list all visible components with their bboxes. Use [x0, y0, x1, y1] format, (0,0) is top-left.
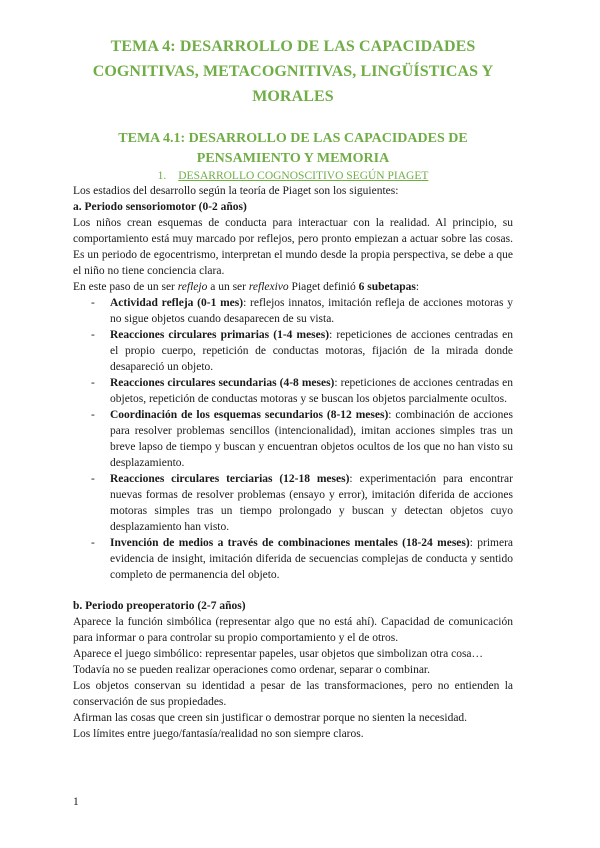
page-number: 1 [73, 796, 79, 808]
substage-text: : repeticiones de acciones centradas en objetos, repetición de conductas motoras y se buscan los objetos parcialmente ocultos. [110, 377, 513, 405]
substage-term: Actividad refleja (0-1 mes) [110, 297, 244, 309]
dash-bullet: - [91, 329, 95, 341]
period-a-heading: a. Periodo sensoriomotor (0-2 años) [73, 201, 247, 213]
period-b-line: Todavía no se pueden realizar operaciones como ordenar, separar o combinar. [73, 664, 430, 676]
substage-text: : experimentación para encontrar nuevas formas de resolver problemas (ensayo y error), imitación diferida de acciones motoras simples tras un tiempo prolongado y buscan y detectan objetos cuyo desplazamiento han visto. [110, 473, 513, 533]
substages-count: 6 subetapas [358, 281, 416, 293]
list-item [73, 535, 513, 583]
period-b-line: Los objetos conservan su identidad a pesar de las transformaciones, pero no entienden la conservación de sus propiedades. [73, 680, 513, 708]
dash-bullet: - [91, 473, 95, 485]
period-b-line: Los límites entre juego/fantasía/realidad no son siempre claros. [73, 728, 364, 740]
spacer [73, 583, 513, 598]
list-item [73, 327, 513, 375]
main-title: TEMA 4: DESARROLLO DE LAS CAPACIDADES COGNITIVAS, METACOGNITIVAS, LINGÜÍSTICAS Y MORALES [92, 38, 494, 105]
substages-em-reflexivo: reflexivo [248, 281, 289, 293]
list-item [73, 375, 513, 407]
dash-bullet: - [91, 297, 95, 309]
intro-paragraph: Los estadios del desarrollo según la teoría de Piaget son los siguientes: [73, 185, 399, 197]
substage-term: Reacciones circulares terciarias (12-18 meses) [110, 473, 350, 485]
list-item [73, 471, 513, 535]
subtitle: TEMA 4.1: DESARROLLO DE LAS CAPACIDADES DE PENSAMIENTO Y MEMORIA [118, 131, 468, 166]
substage-text: : reflejos innatos, imitación refleja de acciones motoras y no sigue objetos cuando desaparecen de su vista. [110, 297, 514, 325]
period-b-line: Aparece la función simbólica (representar algo que no está ahí). Capacidad de comunicación para informar o para controlar su propio comportamiento y el de otros. [73, 616, 513, 644]
section-number: 1. [157, 170, 167, 182]
substage-term: Coordinación de los esquemas secundarios (8-12 meses) [110, 409, 389, 421]
substage-text: : repeticiones de acciones centradas en el propio cuerpo, repetición de conductas motoras, fijación de la mirada donde desapareció un objeto. [110, 329, 513, 373]
substage-term: Reacciones circulares primarias (1-4 meses) [110, 329, 330, 341]
dash-bullet: - [91, 377, 95, 389]
section-heading [73, 169, 513, 183]
substages-em-reflejo: reflejo [177, 281, 208, 293]
substages-text-3: Piaget definió [288, 281, 359, 293]
substage-text: : primera evidencia de insight, imitación diferida de secuencias complejas de conducta y sentido completo de permanencia del objeto. [110, 537, 514, 581]
substage-text: : combinación de acciones para resolver problemas sencillos (intencionalidad), imitan acciones simples tras un breve lapso de tiempo y buscan y encuentran objetos ocultos de los que no han visto su desplazamiento. [110, 409, 513, 469]
substages-list [73, 295, 513, 583]
substages-text-2: a un ser [207, 281, 249, 293]
document-page [73, 34, 513, 742]
section-title: DESARROLLO COGNOSCITIVO SEGÚN PIAGET [178, 170, 429, 182]
substage-term: Reacciones circulares secundarias (4-8 meses) [110, 377, 335, 389]
substages-intro [73, 279, 513, 295]
period-b-heading: b. Periodo preoperatorio (2-7 años) [73, 600, 246, 612]
dash-bullet: - [91, 409, 95, 421]
substages-text-4: : [415, 281, 420, 293]
substage-term: Invención de medios a través de combinaciones mentales (18-24 meses) [110, 537, 470, 549]
period-b-line: Aparece el juego simbólico: representar papeles, usar objetos que simbolizan otra cosa… [73, 648, 484, 660]
dash-bullet: - [91, 537, 95, 549]
period-a-paragraph: Los niños crean esquemas de conducta para interactuar con la realidad. Al principio, su comportamiento está muy marcado por reflejos, pero pronto empiezan a actuar sobre las cosas. Es un periodo de egocentrismo, interpretan el mundo desde la propia perspectiva, se debe a que el niño no tiene conciencia clara. [73, 217, 513, 277]
period-b-line: Afirman las cosas que creen sin justificar o demostrar porque no sienten la necesidad. [73, 712, 468, 724]
substages-text-1: En este paso de un ser [73, 281, 178, 293]
list-item [73, 407, 513, 471]
list-item [73, 295, 513, 327]
